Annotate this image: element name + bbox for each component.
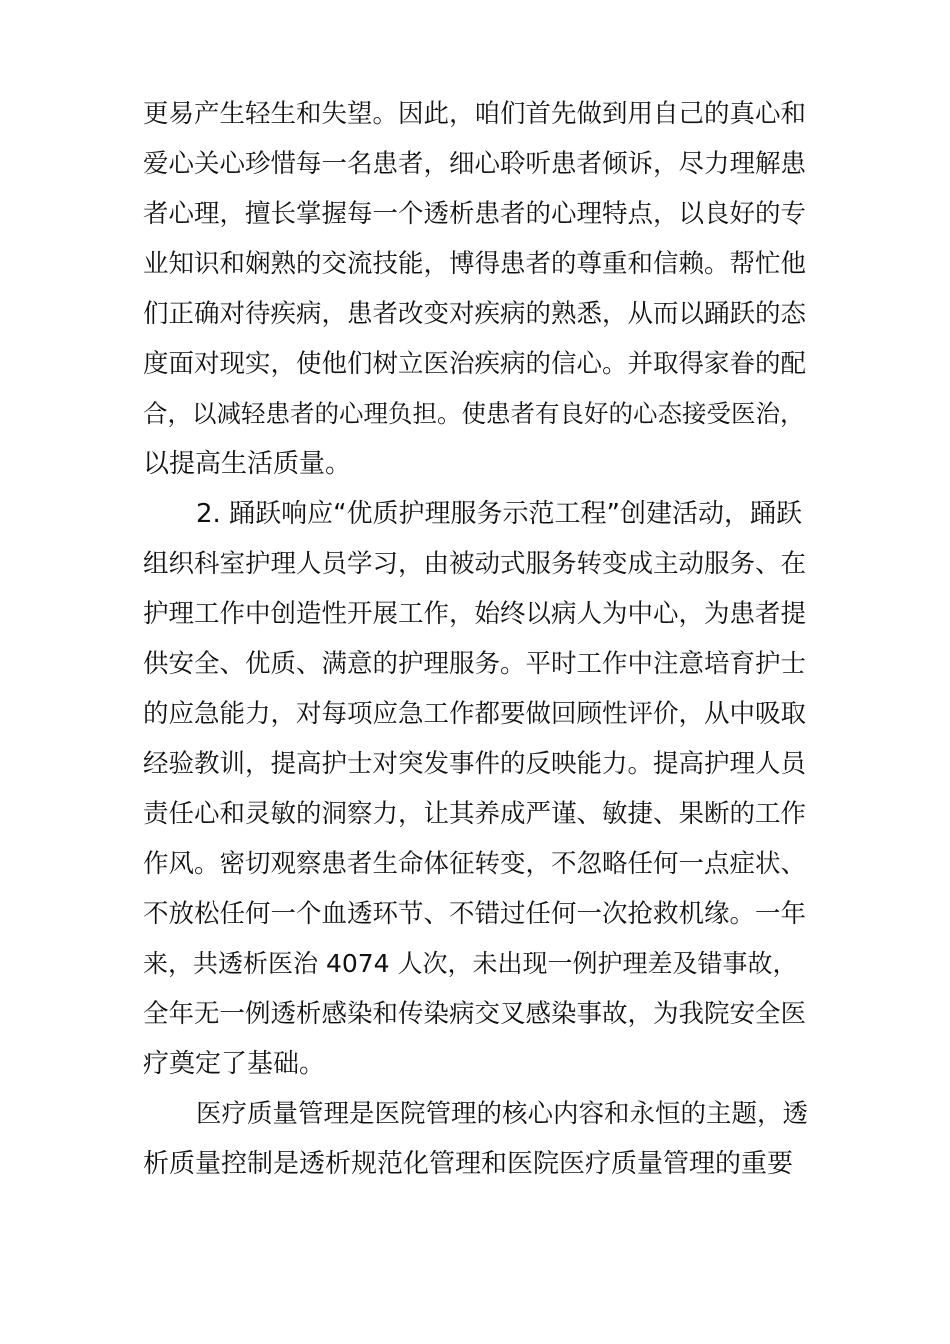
text-line: 来，共透析医治 4074 人次，未出现一例护理差及错事故，: [143, 949, 798, 978]
text-line: 经验教训，提高护士对突发事件的反映能力。提高护理人员: [143, 749, 807, 779]
text-line: 析质量控制是透析规范化管理和医院医疗质量管理的重要: [143, 1149, 794, 1179]
text-line: 爱心关心珍惜每一名患者，细心聆听患者倾诉，尽力理解患: [143, 149, 807, 179]
text-line: 疗奠定了基础。: [143, 1049, 326, 1079]
paragraph-first-line: 2. 踊跃响应“优质护理服务示范工程”创建活动，踊跃: [196, 499, 803, 529]
text-line: 组织科室护理人员学习，由被动式服务转变成主动服务、在: [143, 549, 807, 579]
text-line: 不放松任何一个血透环节、不错过任何一次抢救机缘。一年: [143, 899, 807, 929]
text-line: 责任心和灵敏的洞察力，让其养成严谨、敏捷、果断的工作: [143, 799, 807, 829]
text-line: 者心理，擅长掌握每一个透析患者的心理特点，以良好的专: [143, 199, 807, 229]
text-line: 合，以减轻患者的心理负担。使患者有良好的心态接受医治，: [143, 399, 805, 428]
text-line: 更易产生轻生和失望。因此，咱们首先做到用自己的真心和: [143, 99, 807, 129]
text-line: 们正确对待疾病，患者改变对疾病的熟悉，从而以踊跃的态: [143, 299, 807, 329]
text-line: 供安全、优质、满意的护理服务。平时工作中注意培育护士: [143, 649, 807, 679]
paragraph-first-line: 医疗质量管理是医院管理的核心内容和永恒的主题，透: [196, 1099, 809, 1129]
text-line: 作风。密切观察患者生命体征转变，不忽略任何一点症状、: [143, 849, 807, 879]
text-line: 业知识和娴熟的交流技能，博得患者的尊重和信赖。帮忙他: [143, 249, 807, 279]
text-line: 全年无一例透析感染和传染病交叉感染事故，为我院安全医: [143, 999, 807, 1029]
text-line: 度面对现实，使他们树立医治疾病的信心。并取得家眷的配: [143, 349, 807, 379]
text-line: 的应急能力，对每项应急工作都要做回顾性评价，从中吸取: [143, 699, 807, 729]
text-line: 以提高生活质量。: [143, 449, 352, 479]
text-line: 护理工作中创造性开展工作，始终以病人为中心，为患者提: [143, 599, 807, 629]
